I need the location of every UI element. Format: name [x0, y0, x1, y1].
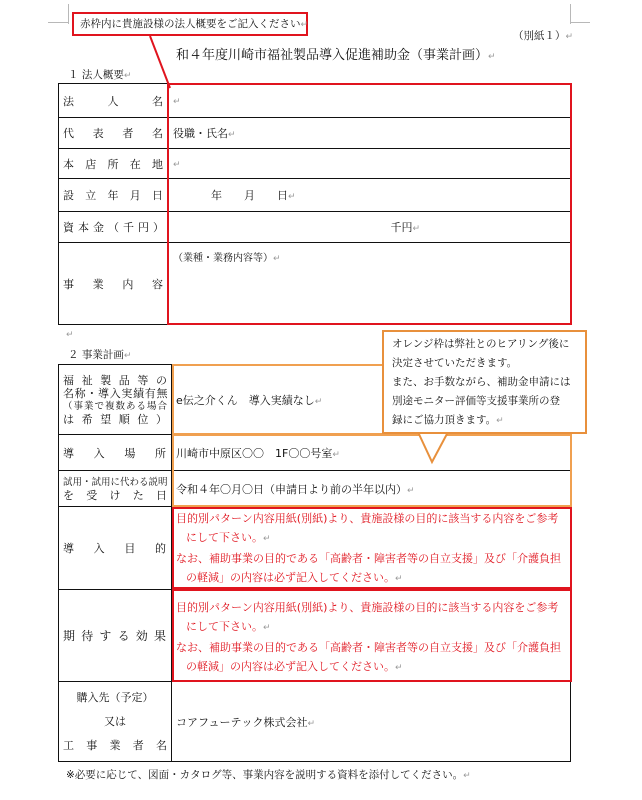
trial-date-field[interactable]: 令和４年〇月〇日（申請日より前の半年以内）↵: [172, 471, 571, 507]
established-date-label: 設立年月日: [59, 179, 169, 212]
business-content-label: 事業内容: [59, 243, 169, 325]
business-content-field[interactable]: （業種・業務内容等）↵: [169, 243, 571, 325]
crop-mark: [570, 4, 571, 24]
table-row: [59, 212, 571, 243]
representative-field[interactable]: 役職・氏名↵: [169, 118, 571, 149]
table-row: [59, 84, 571, 118]
expected-effect-label: 期待する効果: [59, 590, 172, 682]
crop-mark: [68, 4, 69, 24]
expected-effect-field[interactable]: 目的別パターン内容用紙(別紙)より、貴施設様の目的に該当する内容をご参考 にして下さい。↵ なお、補助事業の目的である「高齢者・障害者等の自立支援」及び「介護負担 の軽減」の内容は必ず記入してください。↵: [172, 590, 571, 682]
corporate-overview-table: [58, 83, 571, 325]
established-date-field[interactable]: 年 月 日↵: [169, 179, 571, 212]
orange-callout: オレンジ枠は弊社とのヒアリング後に 決定させていただきます。 また、お手数ながら、補助金申請には 別途モニター評価等支援事業所の登 録にご協力頂きます。↵: [382, 330, 587, 434]
install-location-field[interactable]: 川崎市中原区〇〇 1F〇〇号室↵: [172, 435, 571, 471]
paragraph-mark: ↵: [66, 330, 74, 340]
capital-field[interactable]: 千円↵: [169, 212, 571, 243]
table-row: [59, 682, 571, 762]
table-row: [59, 179, 571, 212]
section2-heading: ２ 事業計画↵: [68, 349, 132, 361]
install-location-label: 導入場所: [59, 435, 172, 471]
crop-mark: [48, 22, 68, 23]
purpose-label: 導入目的: [59, 507, 172, 590]
table-row: [59, 118, 571, 149]
capital-label: 資本金（千円）: [59, 212, 169, 243]
table-row: [59, 149, 571, 179]
table-row: [59, 507, 571, 590]
table-row: [59, 435, 571, 471]
representative-label: 代表者名: [59, 118, 169, 149]
footnote: ※必要に応じて、図面・カタログ等、事業内容を説明する資料を添付してください。↵: [66, 769, 471, 781]
page-title: 和４年度川崎市福祉製品導入促進補助金（事業計画）↵: [176, 48, 496, 63]
head-office-field[interactable]: ↵: [169, 149, 571, 179]
table-row: [59, 243, 571, 325]
callout-text: 赤枠内に貴施設様の法人概要をご記入ください: [80, 18, 301, 30]
trial-date-label: 試用・試用に代わる説明 を受けた日: [59, 471, 172, 507]
corporation-name-label: 法人名: [59, 84, 169, 118]
section1-heading: １ 法人概要↵: [68, 69, 132, 81]
head-office-label: 本店所在地: [59, 149, 169, 179]
corporation-name-field[interactable]: ↵: [169, 84, 571, 118]
instruction-callout: 赤枠内に貴施設様の法人概要をご記入ください↵: [72, 12, 308, 36]
table-row: [59, 471, 571, 507]
table-row: [59, 590, 571, 682]
attachment-label: （別紙１）↵: [513, 30, 574, 42]
crop-mark: [570, 22, 590, 23]
vendor-field[interactable]: コアフューテック株式会社↵: [172, 682, 571, 762]
product-name-label: 福祉製品等の 名称・導入実績有無 （事業で複数ある場合 は希望順位）: [59, 365, 172, 435]
product-name-field[interactable]: e伝之介くん 導入実績なし↵: [172, 365, 571, 435]
purpose-field[interactable]: 目的別パターン内容用紙(別紙)より、貴施設様の目的に該当する内容をご参考 にして下さい。↵ なお、補助事業の目的である「高齢者・障害者等の自立支援」及び「介護負担 の軽減」の内容は必ず記入してください。↵: [172, 507, 571, 590]
vendor-label: 購入先（予定） 又は 工事業者名: [59, 682, 172, 762]
